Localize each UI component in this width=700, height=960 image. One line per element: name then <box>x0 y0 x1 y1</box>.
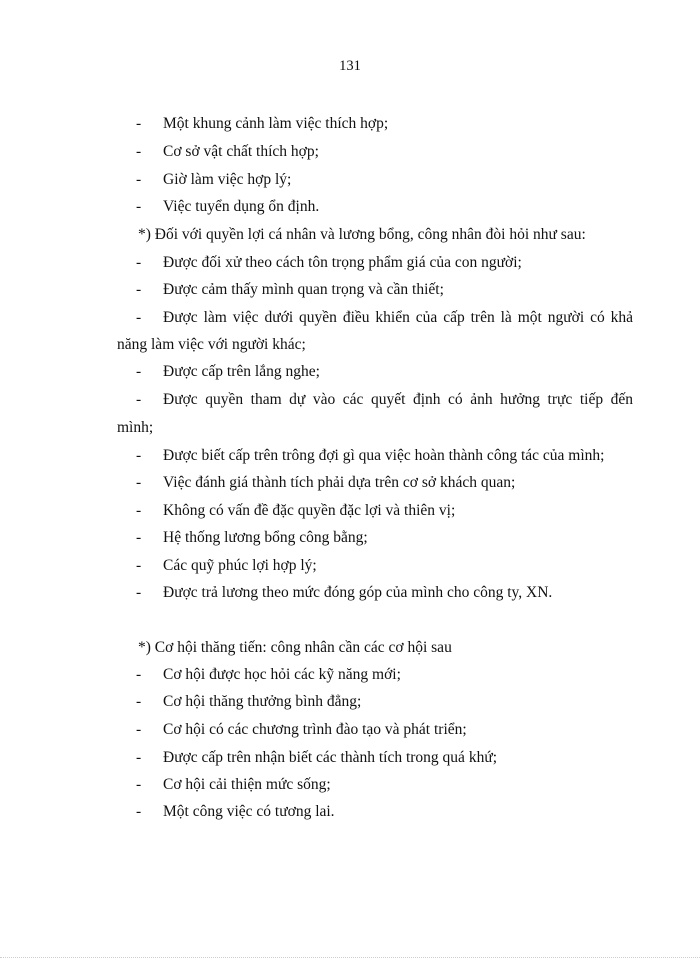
bullet-dash: - <box>136 474 142 491</box>
bullet-dash: - <box>136 171 142 188</box>
list-item-text: Việc đánh giá thành tích phải dựa trên cơ sở khách quan; <box>163 474 516 491</box>
list-item-text: Được biết cấp trên trông đợi gì qua việc hoàn thành công tác của mình; <box>163 447 605 464</box>
list-item-text: Cơ sở vật chất thích hợp; <box>163 143 319 160</box>
bullet-dash: - <box>136 447 142 464</box>
list-item-text: Được cấp trên lắng nghe; <box>163 363 320 380</box>
bullet-dash: - <box>136 693 142 710</box>
list-item-text: Được đối xử theo cách tôn trọng phẩm giá của con người; <box>163 254 522 271</box>
bullet-dash: - <box>136 584 142 601</box>
list-item-text: Một công việc có tương lai. <box>163 803 335 820</box>
list-item-text: Được cấp trên nhận biết các thành tích trong quá khứ; <box>163 749 498 766</box>
bullet-dash: - <box>136 803 142 820</box>
bullet-dash: - <box>136 666 142 683</box>
bullet-dash: - <box>136 749 142 766</box>
list-item-text: Cơ hội có các chương trình đào tạo và phát triển; <box>163 721 467 738</box>
bullet-dash: - <box>136 198 142 215</box>
list-item-text: Cơ hội cải thiện mức sống; <box>163 776 331 793</box>
bullet-dash: - <box>136 502 142 519</box>
list-item-text: Cơ hội được học hỏi các kỹ năng mới; <box>163 666 401 683</box>
list-item-text: Một khung cảnh làm việc thích hợp; <box>163 115 389 132</box>
promotion-intro: *) Cơ hội thăng tiến: công nhân cần các cơ hội sau <box>138 639 452 656</box>
list-item-text: Hệ thống lương bổng công bằng; <box>163 529 368 546</box>
bullet-dash: - <box>136 721 142 738</box>
list-item-text: Việc tuyển dụng ổn định. <box>163 198 320 215</box>
list-item-text: Các quỹ phúc lợi hợp lý; <box>163 557 317 574</box>
benefits-intro: *) Đối với quyền lợi cá nhân và lương bổng, công nhân đòi hỏi như sau: <box>138 226 586 243</box>
list-item-continuation: mình; <box>117 419 154 436</box>
bullet-dash: - <box>136 254 142 271</box>
list-item-text: Được trả lương theo mức đóng góp của mình cho công ty, XN. <box>163 584 553 601</box>
bullet-dash: - <box>136 363 142 380</box>
page-number: 131 <box>339 58 361 74</box>
bullet-dash: - <box>136 529 142 546</box>
list-item-text: Được quyền tham dự vào các quyết định có ảnh hưởng trực tiếp đến <box>163 391 633 408</box>
list-item-text: Giờ làm việc hợp lý; <box>163 171 292 188</box>
list-item-continuation: năng làm việc với người khác; <box>117 336 306 353</box>
bullet-dash: - <box>136 557 142 574</box>
bullet-dash: - <box>136 391 142 408</box>
list-item-text: Cơ hội thăng thưởng bình đẳng; <box>163 693 362 710</box>
bullet-dash: - <box>136 281 142 298</box>
list-item-text: Không có vấn đề đặc quyền đặc lợi và thiên vị; <box>163 502 456 519</box>
bullet-dash: - <box>136 776 142 793</box>
bullet-dash: - <box>136 115 142 132</box>
list-item-text: Được cảm thấy mình quan trọng và cần thiết; <box>163 281 444 298</box>
page-bottom-divider <box>0 957 700 958</box>
bullet-dash: - <box>136 143 142 160</box>
bullet-dash: - <box>136 309 142 326</box>
list-item-text: Được làm việc dưới quyền điều khiển của cấp trên là một người có khả <box>163 309 633 326</box>
